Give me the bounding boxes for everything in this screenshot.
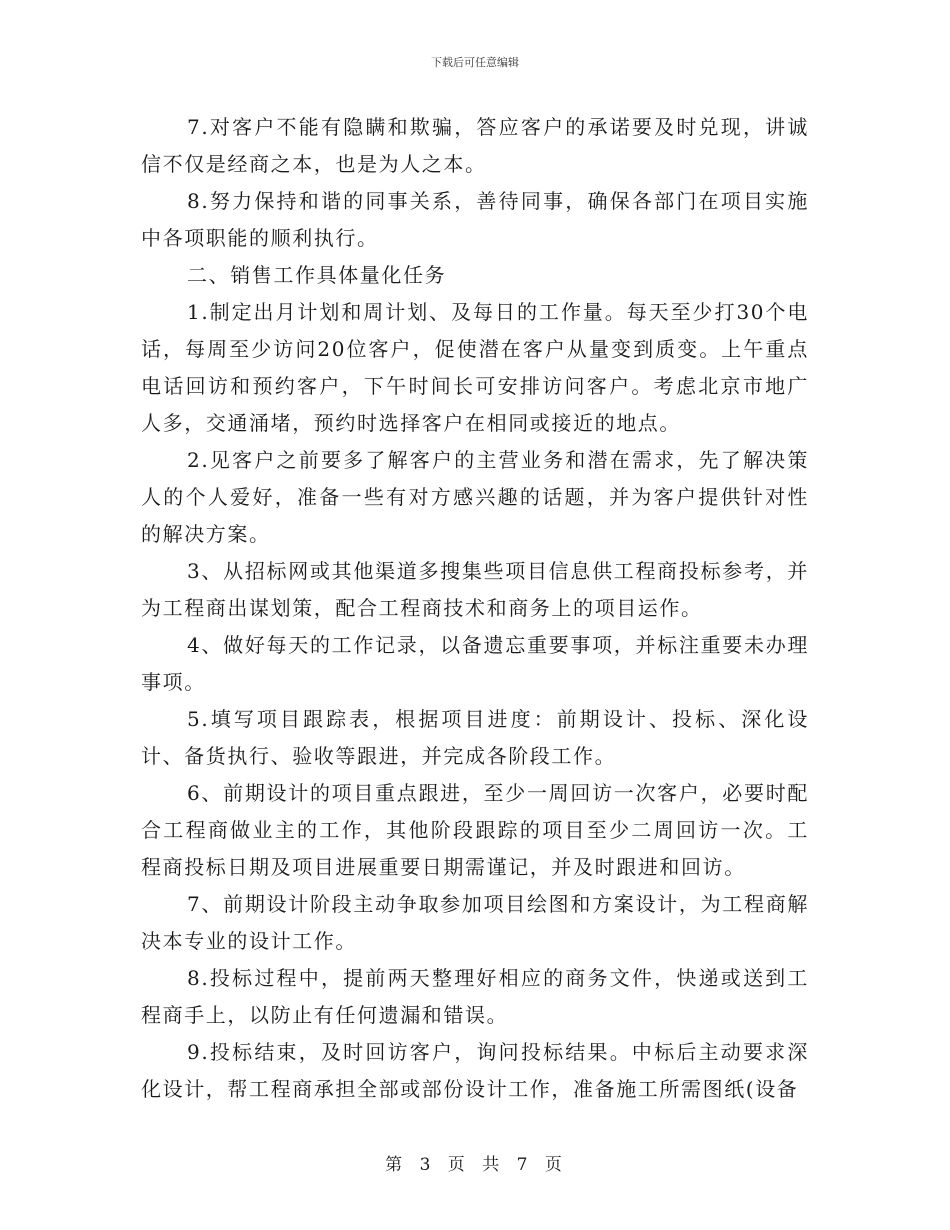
paragraph: 5.填写项目跟踪表，根据项目进度：前期设计、投标、深化设计、备货执行、验收等跟进，并完成各阶段工作。	[141, 707, 809, 768]
page-header: 下载后可任意编辑	[431, 56, 519, 69]
paragraph: 8.努力保持和谐的同事关系，善待同事，确保各部门在项目实施中各项职能的顺利执行。	[141, 189, 809, 250]
paragraph: 1.制定出月计划和周计划、及每日的工作量。每天至少打30个电话，每周至少访问20位客户，促使潜在客户从量变到质变。上午重点电话回访和预约客户，下午时间长可安排访问客户。考虑北京市地广人多，交通涌堵，预约时选择客户在相同或接近的地点。	[141, 300, 809, 435]
paragraph: 7.对客户不能有隐瞒和欺骗，答应客户的承诺要及时兑现，讲诚信不仅是经商之本，也是为人之本。	[141, 115, 809, 176]
paragraph: 6、前期设计的项目重点跟进，至少一周回访一次客户，必要时配合工程商做业主的工作，其他阶段跟踪的项目至少二周回访一次。工程商投标日期及项目进展重要日期需谨记，并及时跟进和回访。	[141, 781, 809, 879]
page-number: 第 3 页 共 7 页	[385, 1155, 565, 1175]
paragraph: 7、前期设计阶段主动争取参加项目绘图和方案设计，为工程商解决本专业的设计工作。	[141, 892, 809, 953]
paragraph: 3、从招标网或其他渠道多搜集些项目信息供工程商投标参考，并为工程商出谋划策，配合工程商技术和商务上的项目运作。	[141, 559, 809, 620]
paragraph: 8.投标过程中，提前两天整理好相应的商务文件，快递或送到工程商手上，以防止有任何遗漏和错误。	[141, 966, 809, 1027]
paragraph: 2.见客户之前要多了解客户的主营业务和潜在需求，先了解决策人的个人爱好，准备一些有对方感兴趣的话题，并为客户提供针对性的解决方案。	[141, 448, 809, 546]
paragraph: 4、做好每天的工作记录，以备遗忘重要事项，并标注重要未办理事项。	[141, 633, 809, 694]
document-body	[141, 109, 809, 1108]
section-heading: 二、销售工作具体量化任务	[187, 263, 447, 287]
paragraph: 9.投标结束，及时回访客户，询问投标结果。中标后主动要求深化设计，帮工程商承担全部或部份设计工作，准备施工所需图纸(设备	[141, 1040, 809, 1101]
